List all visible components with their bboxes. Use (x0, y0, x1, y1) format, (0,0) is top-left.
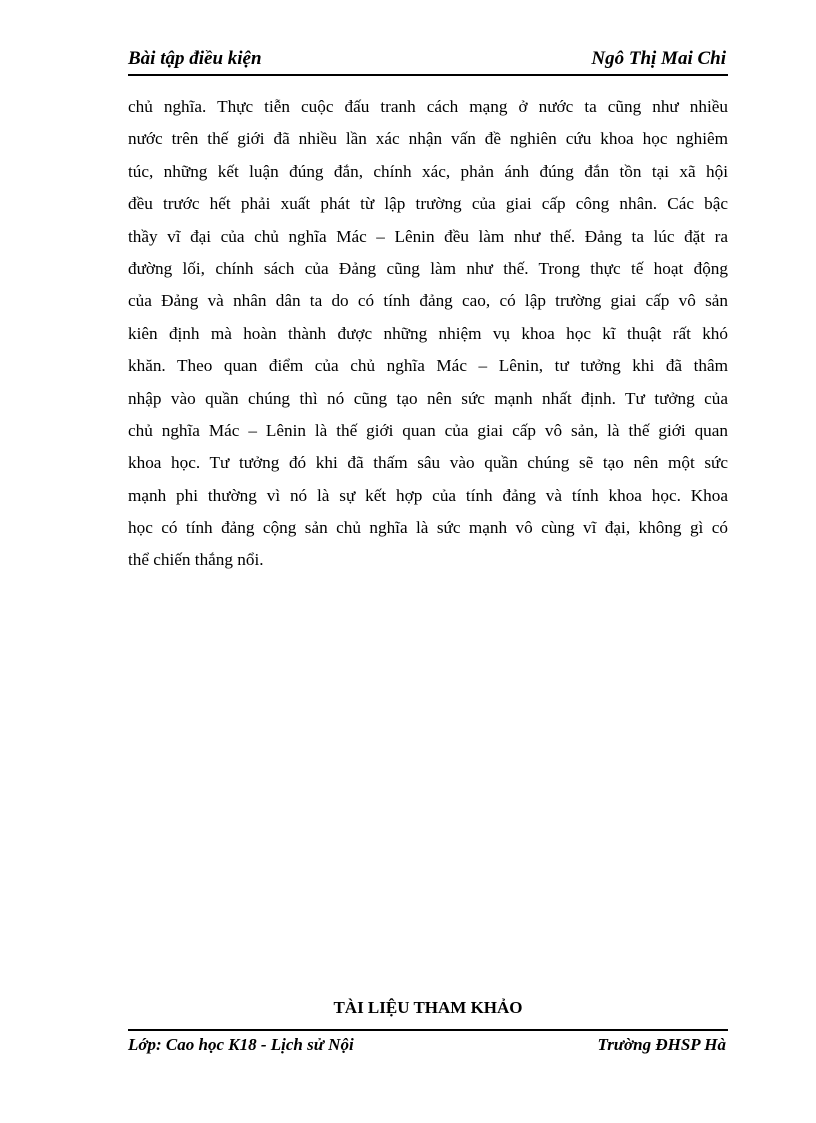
text-line: nhập vào quần chúng thì nó cũng tạo nên sức mạnh nhất định. Tư tưởng của (128, 388, 728, 408)
text-line: nước trên thế giới đã nhiều lần xác nhận vấn đề nghiên cứu khoa học nghiêm (128, 129, 728, 149)
text-line: túc, những kết luận đúng đắn, chính xác, phản ánh đúng đắn tồn tại xã hội (128, 161, 728, 181)
references-heading: TÀI LIỆU THAM KHẢO (333, 998, 523, 1017)
text-line: thể chiến thắng nổi. (128, 550, 264, 570)
text-line: chủ nghĩa. Thực tiễn cuộc đấu tranh cách mạng ở nước ta cũng như nhiều (128, 97, 728, 116)
body-paragraph (128, 91, 728, 577)
text-line: học có tính đảng cộng sản chủ nghĩa là sức mạnh vô cùng vĩ đại, không gì có (128, 518, 728, 538)
text-line: kiên định mà hoàn thành được những nhiệm vụ khoa học kĩ thuật rất khó (128, 323, 728, 343)
footer-school: Trường ĐHSP Hà (597, 1035, 726, 1054)
text-line: đường lối, chính sách của Đảng cũng làm như thế. Trong thực tế hoạt động (128, 258, 728, 278)
page-header (128, 48, 728, 76)
text-line: đều trước hết phải xuất phát từ lập trường của giai cấp công nhân. Các bậc (128, 194, 728, 214)
text-line: thầy vĩ đại của chủ nghĩa Mác – Lênin đều làm như thế. Đảng ta lúc đặt ra (128, 226, 728, 246)
text-line: khoa học. Tư tưởng đó khi đã thấm sâu vào quần chúng sẽ tạo nên một sức (128, 453, 728, 473)
text-line: mạnh phi thường vì nó là sự kết hợp của tính đảng và tính khoa học. Khoa (128, 485, 728, 505)
text-line: khăn. Theo quan điểm của chủ nghĩa Mác – Lênin, tư tưởng khi đã thâm (128, 356, 728, 376)
header-author: Ngô Thị Mai Chi (591, 48, 726, 69)
text-line: chủ nghĩa Mác – Lênin là thế giới quan của giai cấp vô sản, là thế giới quan (128, 420, 728, 440)
page-footer (128, 1029, 728, 1054)
text-line: của Đảng và nhân dân ta do có tính đảng cao, có lập trường giai cấp vô sản (128, 291, 728, 311)
footer-class: Lớp: Cao học K18 - Lịch sử Nội (128, 1035, 354, 1054)
header-title: Bài tập điều kiện (128, 48, 262, 69)
